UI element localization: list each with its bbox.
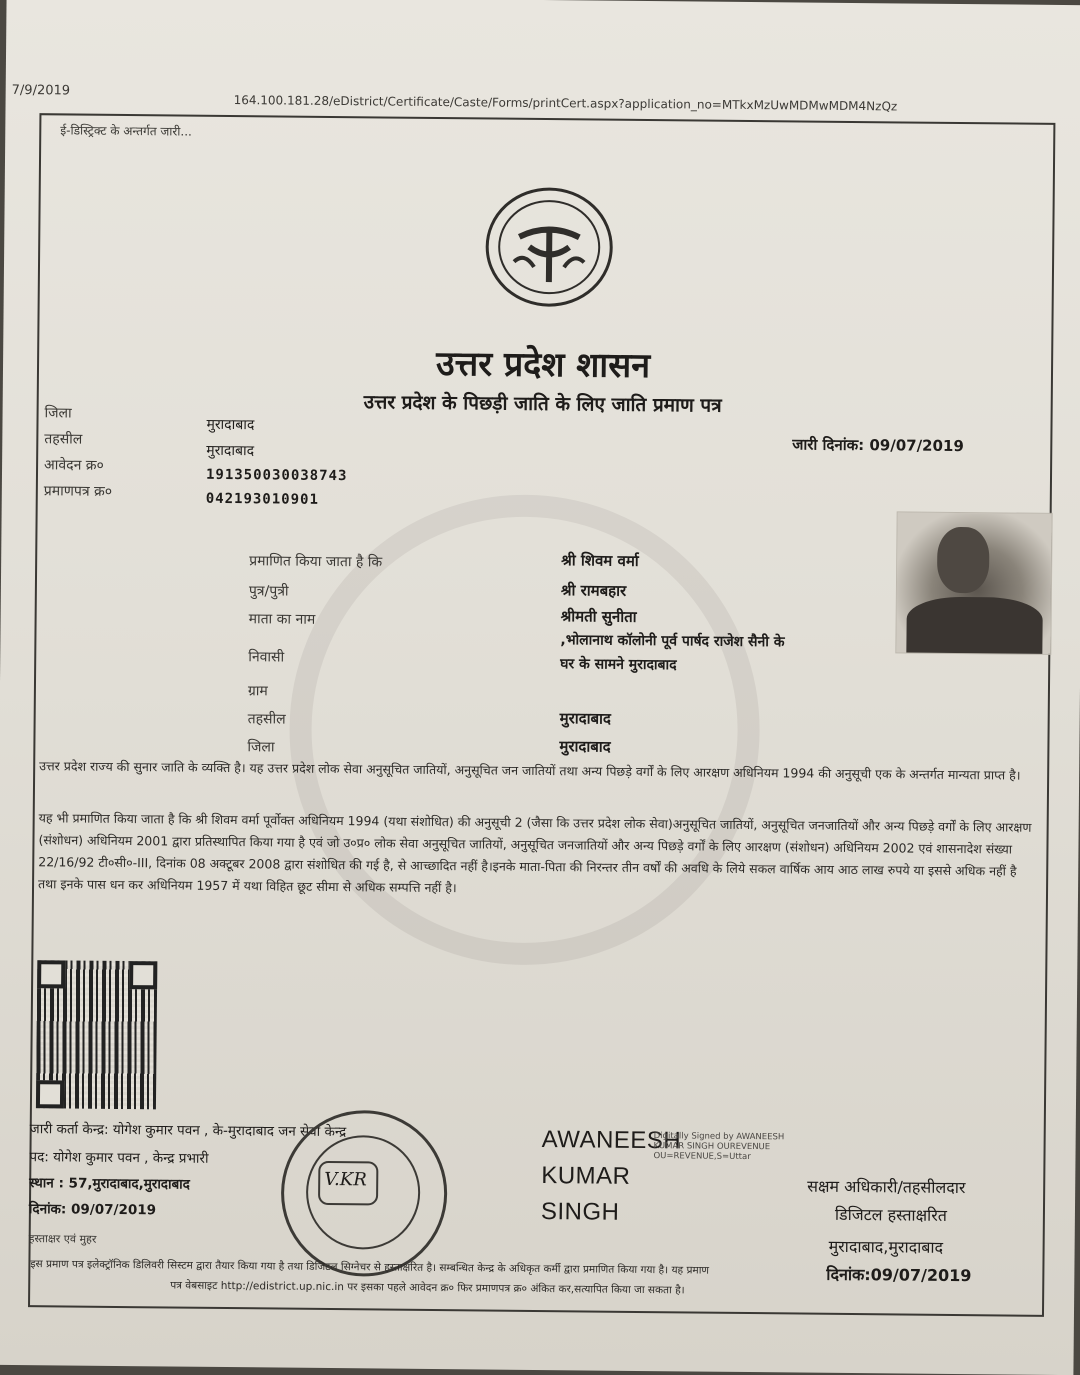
tehsil-value: मुरादाबाद bbox=[206, 442, 255, 460]
tehsil-value-2: मुरादाबाद bbox=[559, 709, 612, 728]
footer-line-1: इस प्रमाण पत्र इलेक्ट्रॉनिक डिलिवरी सिस्टम द्वारा तैयार किया गया है तथा डिजिटल सिग्नेचर से हस्ताक्षरित है। सम्बन्धित केन्द्र के अधिकृत कर्मी द्वारा प्रमाणित किया गया है। यह प्रमाण bbox=[30, 1258, 710, 1277]
official-seal: V.KR bbox=[280, 1110, 448, 1278]
authority-digital-sign: डिजिटल हस्ताक्षरित bbox=[834, 1204, 948, 1225]
address-line-2: घर के सामने मुरादाबाद bbox=[560, 656, 677, 674]
signer-name-1: AWANEESH bbox=[541, 1126, 682, 1155]
tehsil-label: तहसील bbox=[44, 431, 83, 448]
qr-code bbox=[36, 960, 157, 1109]
father-name: श्री रामबहार bbox=[560, 581, 627, 600]
district-label-2: जिला bbox=[247, 739, 275, 756]
up-emblem-icon bbox=[474, 181, 625, 312]
relation-label: पुत्र/पुत्री bbox=[248, 583, 289, 600]
issuer-post: पद: योगेश कुमार पवन , केन्द्र प्रभारी bbox=[29, 1149, 209, 1167]
certificate-subtitle: उत्तर प्रदेश के पिछड़ी जाति के लिए जाति प्रमाण पत्र bbox=[363, 391, 722, 417]
district-label: जिला bbox=[44, 405, 72, 422]
district-value: मुरादाबाद bbox=[206, 416, 255, 434]
mother-name: श्रीमती सुनीता bbox=[560, 607, 637, 626]
applicant-name: श्री शिवम वर्मा bbox=[561, 551, 639, 570]
issued-under-note: ई-डिस्ट्रिक्ट के अन्तर्गत जारी... bbox=[60, 123, 192, 139]
sign-seal-label: हस्ताक्षर एवं मुहर bbox=[28, 1232, 97, 1246]
village-label: ग्राम bbox=[247, 683, 268, 700]
authority-place: मुरादाबाद,मुरादाबाद bbox=[828, 1236, 944, 1257]
signer-name-2: KUMAR bbox=[541, 1162, 631, 1190]
issue-date-value: 09/07/2019 bbox=[869, 436, 964, 456]
application-no: 191350030038743 bbox=[205, 466, 348, 485]
applicant-photo bbox=[895, 511, 1052, 654]
certify-label: प्रमाणित किया जाता है कि bbox=[249, 553, 383, 571]
issuer-center: जारी कर्ता केन्द्र: योगेश कुमार पवन , के-मुरादाबाद जन सेवा केन्द्र bbox=[29, 1121, 347, 1141]
footer-line-2: पत्र वेबसाइट http://edistrict.up.nic.in पर इसका पहले आवेदन क्र० फिर प्रमाणपत्र क्र० अंकित कर,सत्यापित किया जा सकता है। bbox=[170, 1279, 685, 1297]
print-url: 164.100.181.28/eDistrict/Certificate/Caste/Forms/printCert.aspx?application_no=MTkxMzUwMDMwMDM4NzQz bbox=[233, 93, 898, 114]
digital-signature-note: Digitally Signed by AWANEESH KUMAR SINGH OUREVENUE OU=REVENUE,S=Uttar bbox=[653, 1131, 785, 1163]
authority-date: दिनांक:09/07/2019 bbox=[826, 1264, 972, 1286]
print-date: 7/9/2019 bbox=[11, 82, 71, 99]
authority-designation: सक्षम अधिकारी/तहसीलदार bbox=[807, 1176, 966, 1198]
caste-paragraph: उत्तर प्रदेश राज्य की सुनार जाति के व्यक्ति है। यह उत्तर प्रदेश लोक सेवा अनुसूचित जातियों, अनुसूचित जन जातियों तथा अन्य पिछड़े वर्गों के लिए आरक्षण अधिनियम 1994 की अनुसूची एक के अन्तर्गत मान्यता प्राप्त है। bbox=[39, 758, 1021, 783]
issuer-date: दिनांक: 09/07/2019 bbox=[28, 1201, 157, 1219]
issuer-place: स्थान : 57,मुरादाबाद,मुरादाबाद bbox=[29, 1175, 190, 1193]
application-no-label: आवेदन क्र० bbox=[44, 457, 104, 474]
certificate-no-label: प्रमाणपत्र क्र० bbox=[43, 483, 113, 500]
page-title: उत्तर प्रदेश शासन bbox=[435, 343, 651, 387]
tehsil-label-2: तहसील bbox=[247, 711, 286, 728]
exclusion-paragraph: यह भी प्रमाणित किया जाता है कि श्री शिवम वर्मा पूर्वोक्त अधिनियम 1994 (यथा संशोधित) की अनुसूची 2 (जैसा कि उत्तर प्रदेश लोक सेवा)अनुसूचित जातियों, अनुसूचित जनजातियों और अन्य पिछड़े वर्गों के लिए आरक्षण (संशोधन) अधिनियम 2001 द्वारा प्रतिस्थापित किया गया है एवं जो उ०प्र० लोक सेवा अनुसूचित जातियों, अनुसूचित जनजातियों और अन्य पिछड़े वर्गों के लिए आरक्षण (संशोधन) अधिनियम 2002 एवं शासनादेश संख्या 22/16/92 टी०सी०-III, दिनांक 08 अक्टूबर 2008 द्वारा संशोधित की गई है, से आच्छादित नहीं है।इनके माता-पिता की निरन्तर तीन वर्षों की अवधि के लिये सकल वार्षिक आय आठ लाख रुपये या इससे अधिक नहीं है तथा इनके पास धन कर अधिनियम 1957 में यथा विहित छूट सीमा से अधिक सम्पत्ति नहीं है। bbox=[37, 810, 1032, 896]
issue-date-label: जारी दिनांक: bbox=[792, 435, 865, 455]
certificate-no: 042193010901 bbox=[205, 490, 319, 508]
signer-name-3: SINGH bbox=[540, 1198, 620, 1226]
resident-label: निवासी bbox=[248, 649, 285, 666]
address-line-1: ,भोलानाथ कॉलोनी पूर्व पार्षद राजेश सैनी के bbox=[560, 632, 785, 651]
district-value-2: मुरादाबाद bbox=[559, 737, 611, 756]
issue-date bbox=[792, 434, 964, 456]
mother-label: माता का नाम bbox=[248, 611, 316, 628]
